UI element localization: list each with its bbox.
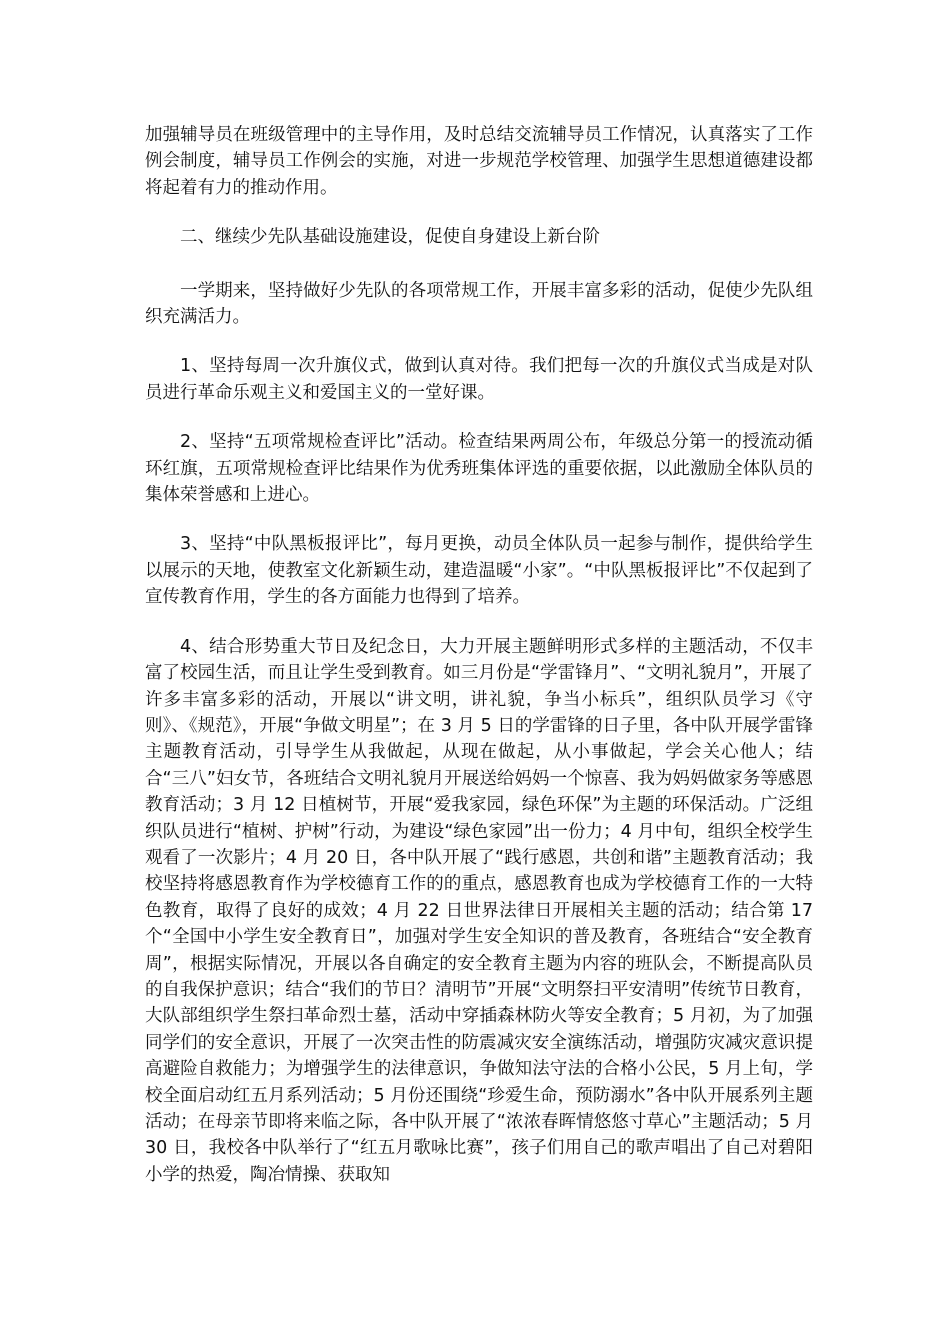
document-body: [145, 122, 813, 1211]
paragraph-item-3: 3、坚持“中队黑板报评比”，每月更换，动员全体队员一起参与制作，提供给学生以展示的天地，使教室文化新颖生动，建造温暖“小家”。“中队黑板报评比”不仅起到了宣传教育作用，学生的各方面能力也得到了培养。: [145, 534, 813, 608]
paragraph-item-4: 4、结合形势重大节日及纪念日，大力开展主题鲜明形式多样的主题活动，不仅丰富了校园生活，而且让学生受到教育。如三月份是“学雷锋月”、“文明礼貌月”，开展了许多丰富多彩的活动，开展以“讲文明，讲礼貌，争当小标兵”，组织队员学习《守则》、《规范》，开展“争做文明星”；在 3 月 5 日的学雷锋的日子里，各中队开展学雷锋主题教育活动，引导学生从我做起，从现在做起，从小事做起，学会关心他人；结合“三八”妇女节，各班结合文明礼貌月开展送给妈妈一个惊喜、我为妈妈做家务等感恩教育活动；3 月 12 日植树节，开展“爱我家园，绿色环保”为主题的环保活动。广泛组织队员进行“植树、护树”行动，为建设“绿色家园”出一份力；4 月中旬，组织全校学生观看了一次影片；4 月 20 日，各中队开展了“践行感恩，共创和谐”主题教育活动；我校坚持将感恩教育作为学校德育工作的的重点，感恩教育也成为学校德育工作的一大特色教育，取得了良好的成效；4 月 22 日世界法律日开展相关主题的活动；结合第 17 个“全国中小学生安全教育日”，加强对学生安全知识的普及教育，各班结合“安全教育周”，根据实际情况，开展以各自确定的安全教育主题为内容的班队会，不断提高队员的自我保护意识；结合“我们的节日？清明节”开展“文明祭扫平安清明”传统节日教育，大队部组织学生祭扫革命烈士墓，活动中穿插森林防火等安全教育；5 月初，为了加强同学们的安全意识，开展了一次突击性的防震减灾安全演练活动，增强防灾减灾意识提高避险自救能力；为增强学生的法律意识，争做知法守法的合格小公民，5 月上旬，学校全面启动红五月系列活动；5 月份还围绕“珍爱生命，预防溺水”各中队开展系列主题活动；在母亲节即将来临之际，各中队开展了“浓浓春晖情悠悠寸草心”主题活动；5 月 30 日，我校各中队举行了“红五月歌咏比赛”，孩子们用自己的歌声唱出了自己对碧阳小学的热爱，陶冶情操、获取知: [145, 636, 813, 1185]
paragraph-continuation: 加强辅导员在班级管理中的主导作用，及时总结交流辅导员工作情况，认真落实了工作例会制度，辅导员工作例会的实施，对进一步规范学校管理、加强学生思想道德建设都将起着有力的推动作用。: [145, 125, 813, 198]
paragraph-item-2: 2、坚持“五项常规检查评比”活动。检查结果两周公布，年级总分第一的授流动循环红旗，五项常规检查评比结果作为优秀班集体评选的重要依据，以此激励全体队员的集体荣誉感和上进心。: [145, 432, 813, 506]
section-heading: 二、继续少先队基础设施建设，促使自身建设上新台阶: [180, 227, 600, 248]
paragraph-item-1: 1、坚持每周一次升旗仪式，做到认真对待。我们把每一次的升旗仪式当成是对队员进行革命乐观主义和爱国主义的一堂好课。: [145, 356, 813, 403]
paragraph-intro: 一学期来，坚持做好少先队的各项常规工作，开展丰富多彩的活动，促使少先队组织充满活力。: [145, 280, 813, 328]
